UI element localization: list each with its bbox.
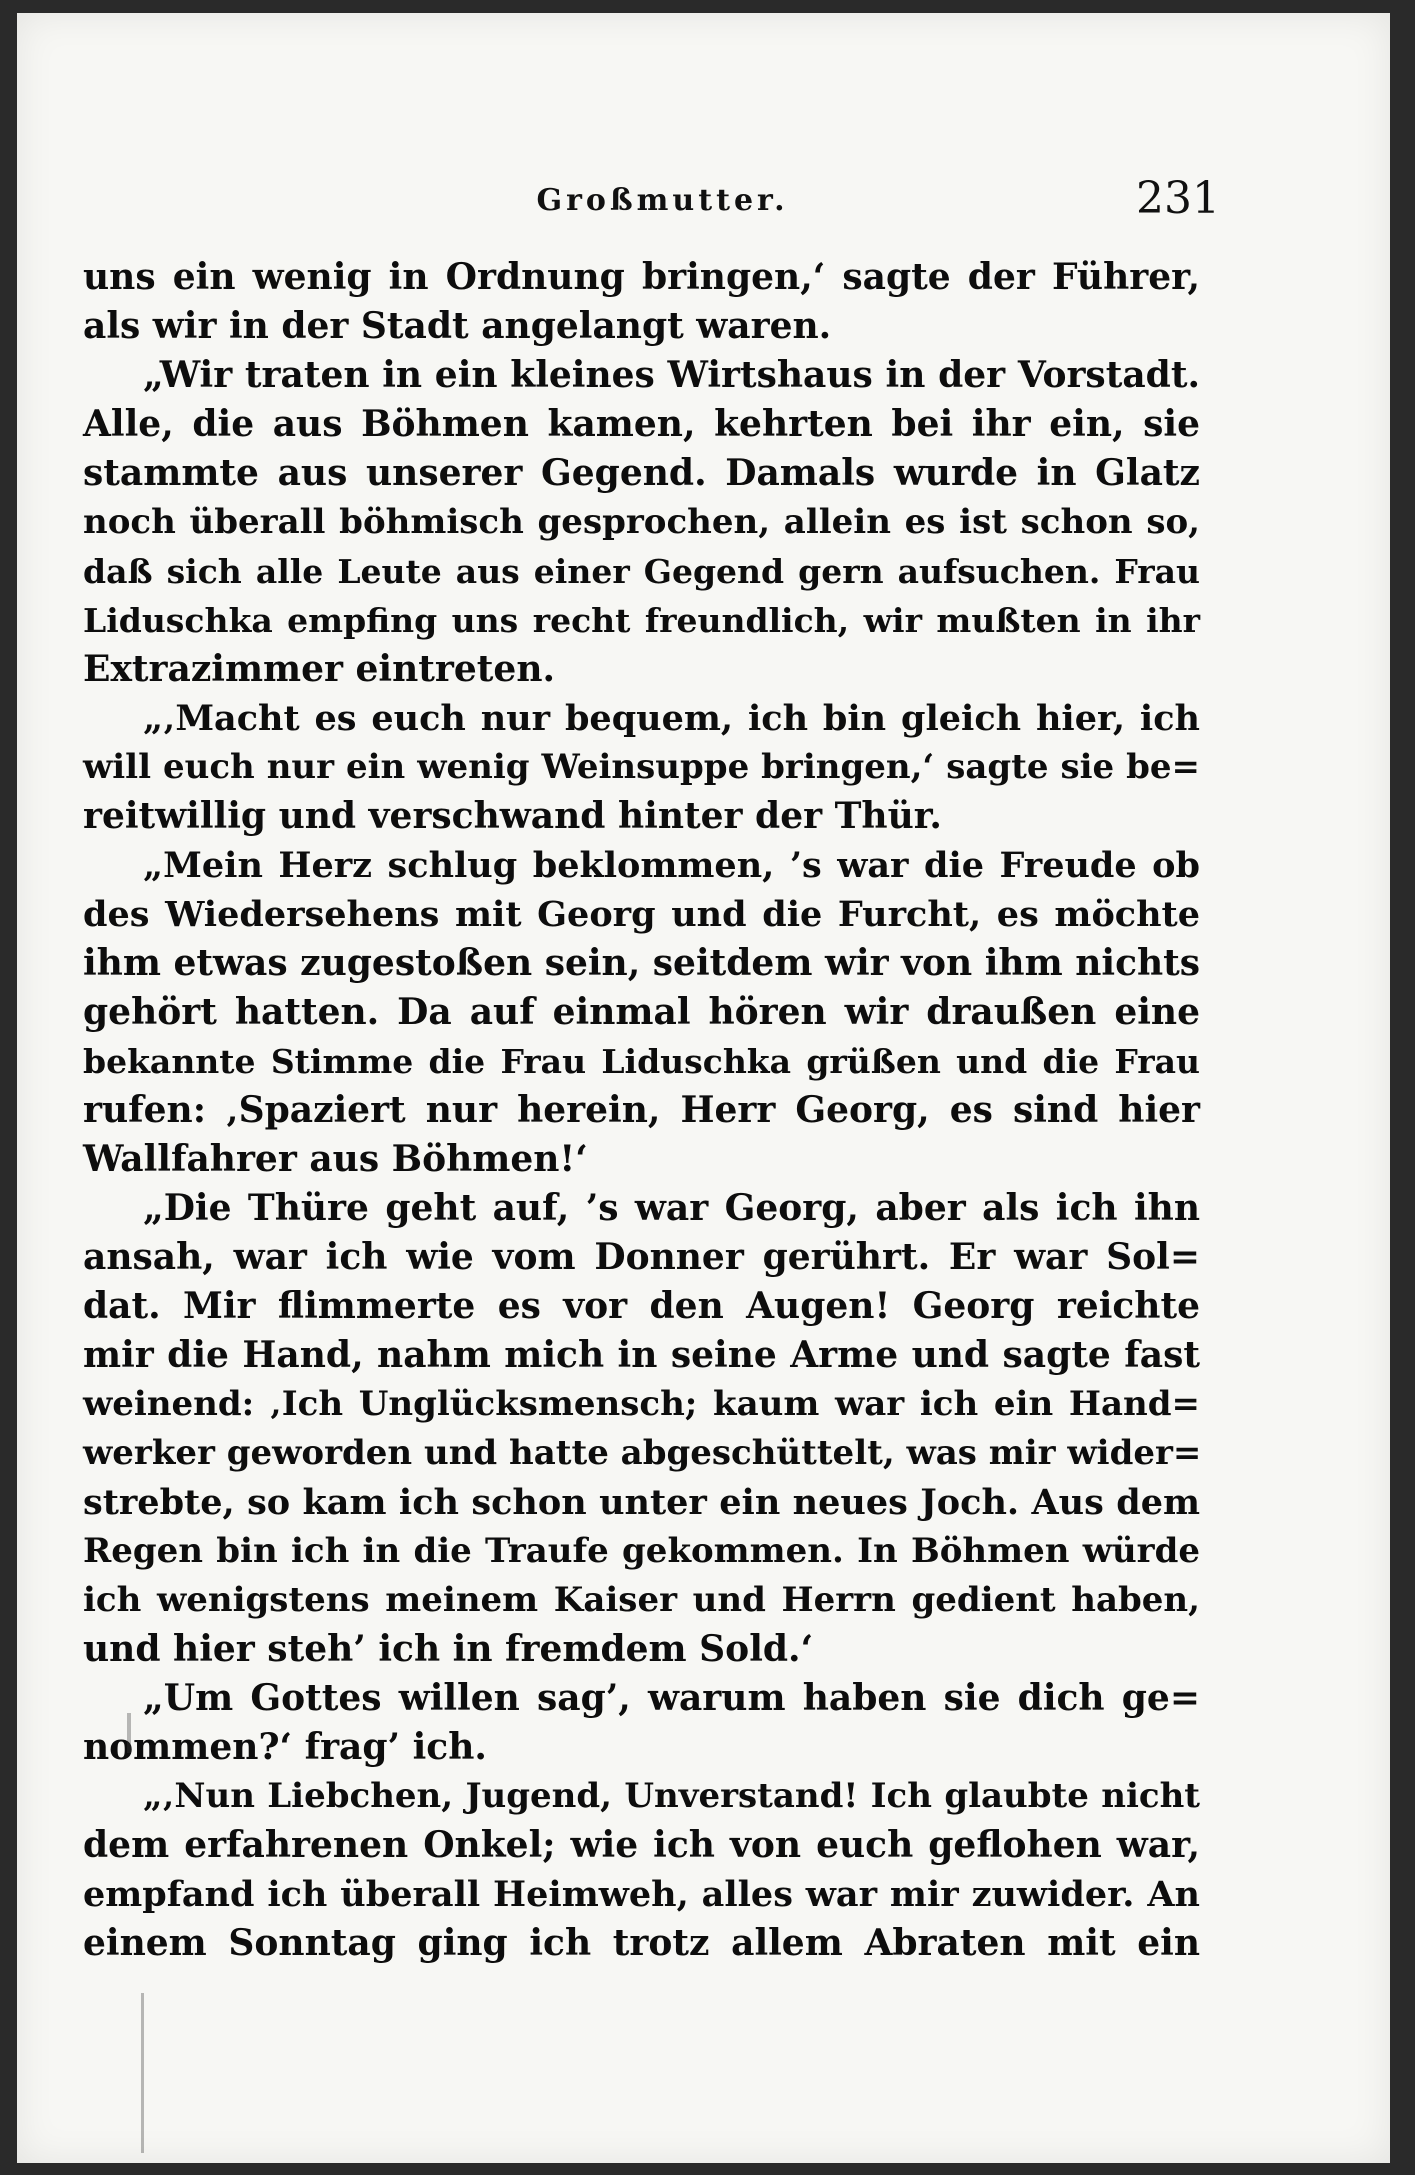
text-line: noch überall böhmisch gesprochen, allein es ist schon so, (83, 502, 1200, 542)
text-line: weinend: ‚Ich Unglücksmensch; kaum war ich ein Hand= (83, 1384, 1200, 1424)
scan-artifact (127, 1713, 131, 1753)
text-line: ihm etwas zugestoßen sein, seitdem wir von ihm nichts (83, 942, 1201, 984)
text-line: „‚Macht es euch nur bequem, ich bin gleich hier, ich (143, 698, 1200, 739)
text-line: des Wiedersehens mit Georg und die Furcht, es möchte (83, 894, 1200, 935)
text-line: „Wir traten in ein kleines Wirtshaus in der Vorstadt. (143, 354, 1200, 396)
text-line: Liduschka empfing uns recht freundlich, wir mußten in ihr (83, 601, 1200, 640)
text-line: mir die Hand, nahm mich in seine Arme und sagte fast (83, 1334, 1200, 1376)
text-line: ich wenigstens meinem Kaiser und Herrn gedient haben, (83, 1580, 1200, 1620)
scan-artifact (141, 1993, 144, 2153)
text-line: dem erfahrenen Onkel; wie ich von euch geflohen war, (83, 1824, 1200, 1866)
text-line: stammte aus unserer Gegend. Damals wurde in Glatz (83, 452, 1200, 494)
book-page (17, 13, 1390, 2163)
text-line: „Um Gottes willen sag’, warum haben sie dich ge= (143, 1677, 1200, 1719)
page-header (105, 171, 1220, 231)
page-number: 231 (1136, 173, 1220, 224)
running-title: Großmutter. (536, 183, 789, 218)
text-line: Wallfahrer aus Böhmen!‘ (83, 1138, 588, 1180)
text-line: empfand ich überall Heimweh, alles war mir zuwider. An (83, 1874, 1200, 1915)
text-line: daß sich alle Leute aus einer Gegend gern aufsuchen. Frau (83, 552, 1200, 591)
text-line: rufen: ‚Spaziert nur herein, Herr Georg, es sind hier (83, 1089, 1200, 1131)
text-line: dat. Mir flimmerte es vor den Augen! Georg reichte (83, 1285, 1200, 1327)
text-line: ansah, war ich wie vom Donner gerührt. Er war Sol= (83, 1236, 1200, 1278)
body-text (83, 253, 1200, 1968)
text-line: einem Sonntag ging ich trotz allem Abraten mit ein (83, 1922, 1200, 1964)
text-line: als wir in der Stadt angelangt waren. (83, 305, 832, 347)
text-line: werker geworden und hatte abgeschüttelt, was mir wider= (83, 1433, 1202, 1473)
text-line: gehört hatten. Da auf einmal hören wir draußen eine (83, 991, 1200, 1033)
text-line: Regen bin ich in die Traufe gekommen. In Böhmen würde (83, 1531, 1200, 1571)
text-line: Alle, die aus Böhmen kamen, kehrten bei ihr ein, sie (83, 403, 1200, 445)
text-line: uns ein wenig in Ordnung bringen,‘ sagte der Führer, (83, 256, 1200, 298)
text-line: Extrazimmer eintreten. (83, 648, 556, 690)
text-line: „Die Thüre geht auf, ’s war Georg, aber als ich ihn (143, 1187, 1200, 1229)
text-line: und hier steh’ ich in fremdem Sold.‘ (83, 1628, 814, 1670)
text-line: „‚Nun Liebchen, Jugend, Unverstand! Ich glaubte nicht (143, 1776, 1200, 1816)
text-line: reitwillig und verschwand hinter der Thür. (83, 795, 942, 837)
text-line: will euch nur ein wenig Weinsuppe bringen,‘ sagte sie be= (83, 747, 1200, 787)
text-line: strebte, so kam ich schon unter ein neues Joch. Aus dem (83, 1482, 1200, 1523)
text-line: nommen?‘ frag’ ich. (83, 1726, 487, 1768)
text-line: „Mein Herz schlug beklommen, ’s war die Freude ob (143, 845, 1200, 886)
text-line: bekannte Stimme die Frau Liduschka grüßen und die Frau (83, 1042, 1200, 1081)
